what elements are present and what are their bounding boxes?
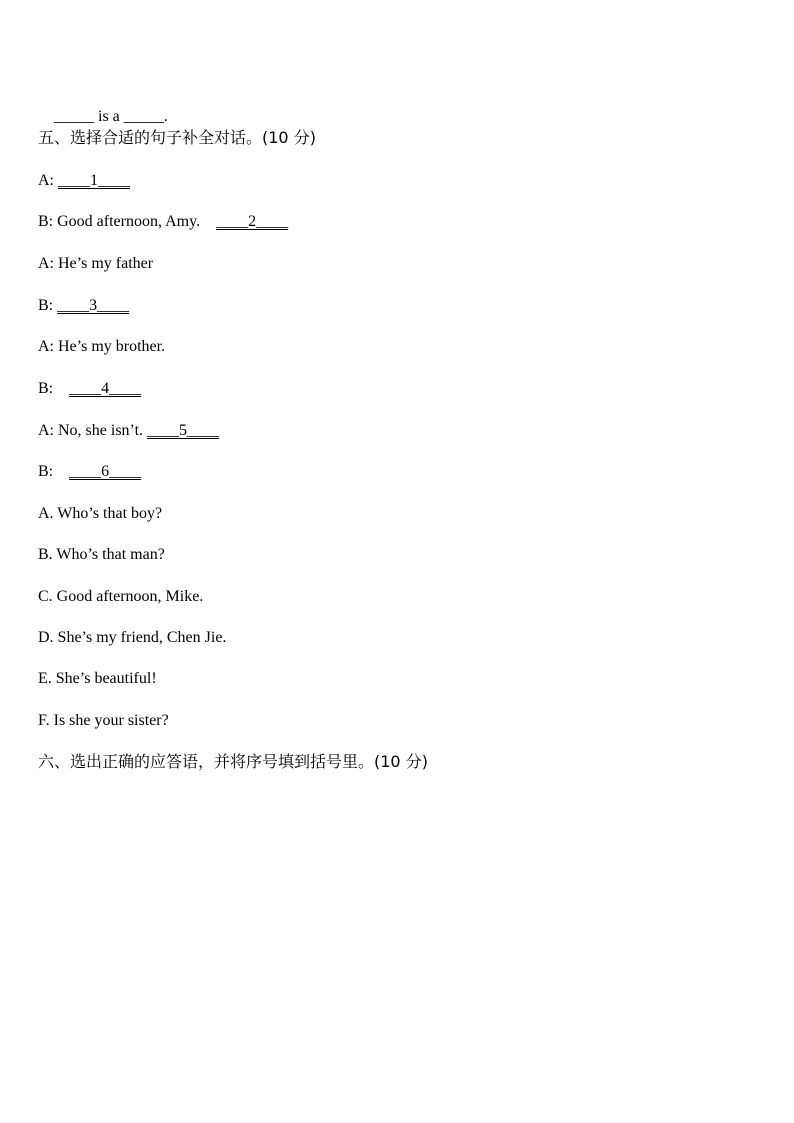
dialogue-line [38, 421, 219, 441]
answer-blank[interactable]: ____4____ [69, 380, 142, 397]
dialogue-text: No, she isn’t. [58, 422, 144, 439]
dialogue-line [38, 379, 141, 399]
answer-blank[interactable]: ____6____ [69, 463, 142, 480]
answer-blank[interactable]: _____ [54, 108, 94, 125]
speaker-label: B: [38, 380, 58, 397]
speaker-label: A: [38, 422, 58, 439]
answer-blank[interactable]: ____3____ [57, 297, 130, 314]
option-item: B. Who’s that man? [38, 546, 165, 563]
option-item: D. She’s my friend, Chen Jie. [38, 629, 227, 646]
spacer [57, 463, 69, 480]
spacer [57, 380, 69, 397]
option-item: F. Is she your sister? [38, 712, 169, 729]
answer-blank[interactable]: _____ [123, 108, 164, 125]
option-item: E. She’s beautiful! [38, 670, 157, 687]
option-item: C. Good afternoon, Mike. [38, 588, 204, 605]
speaker-label: B: [38, 213, 58, 230]
dialogue-line [38, 462, 141, 482]
speaker-label: A: [38, 255, 58, 272]
sentence-text: is a [94, 108, 124, 125]
speaker-label: A: [38, 338, 58, 355]
answer-blank[interactable]: ____2____ [216, 213, 289, 230]
speaker-label: B: [38, 463, 58, 480]
dialogue-line [38, 337, 165, 357]
dialogue-line [38, 296, 129, 316]
dialogue-line [38, 212, 288, 232]
dialogue-line [38, 254, 153, 274]
spacer [200, 213, 216, 230]
answer-blank[interactable]: ____5____ [147, 422, 220, 439]
answer-blank[interactable]: ____1____ [58, 172, 130, 189]
dialogue-text: Good afternoon, Amy. [57, 213, 201, 230]
dialogue-line [38, 171, 130, 191]
section-6-heading: 六、选出正确的应答语，并将序号填到括号里。(10 分) [38, 752, 428, 771]
dialogue-text: He’s my brother. [58, 338, 166, 355]
dialogue-text: He’s my father [58, 255, 154, 272]
option-item: A. Who’s that boy? [38, 505, 163, 522]
speaker-label: B: [38, 297, 58, 314]
sentence-end: . [163, 108, 168, 125]
speaker-label: A: [38, 172, 58, 189]
section-5-heading: 五、选择合适的句子补全对话。(10 分) [38, 128, 316, 147]
